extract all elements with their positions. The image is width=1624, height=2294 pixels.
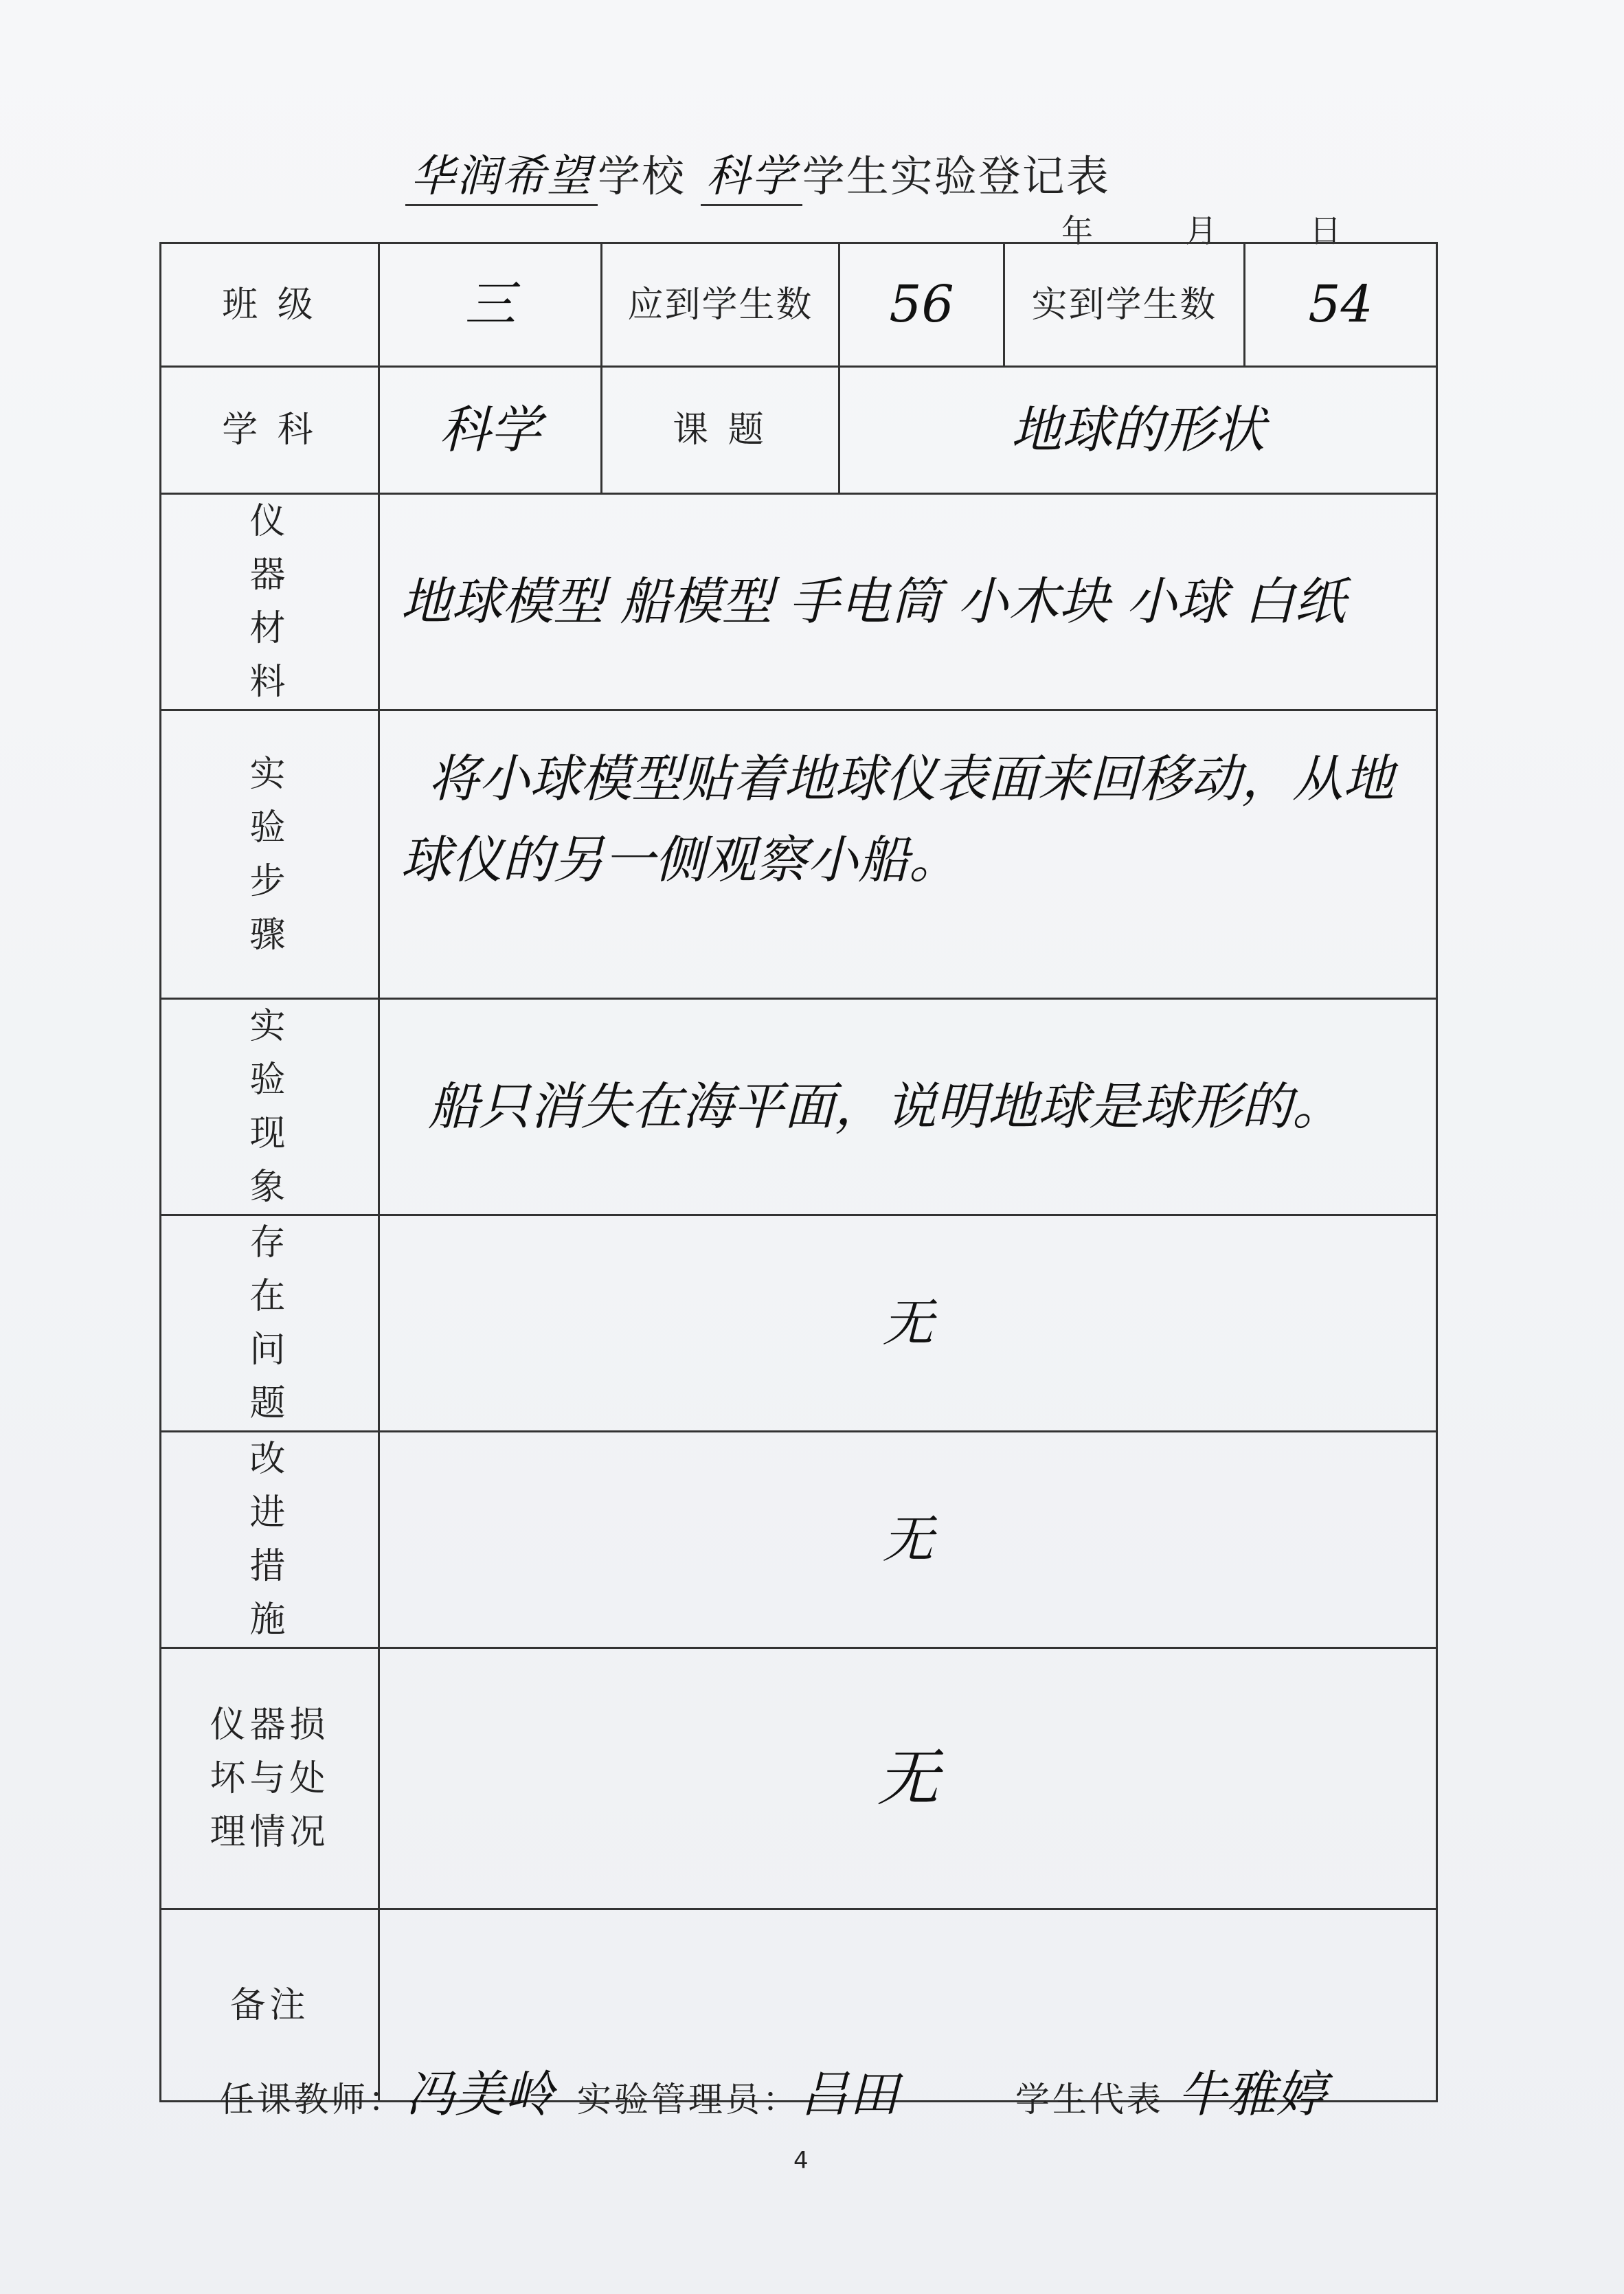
- problems-value: 无: [379, 1215, 1437, 1432]
- phenomenon-label: [161, 999, 379, 1215]
- steps-label-text: 实验步骤: [249, 753, 290, 956]
- remark-label: 备注: [161, 1909, 379, 2102]
- row-materials: [161, 494, 1437, 710]
- subject-handwritten: 科学: [701, 141, 802, 206]
- topic-label: 课 题: [602, 367, 839, 494]
- damage-value: 无: [379, 1648, 1437, 1909]
- row-steps: [161, 710, 1437, 999]
- expected-students-value: 56: [839, 243, 1004, 367]
- topic-value: 地球的形状: [839, 367, 1437, 494]
- subject-value: 科学: [379, 367, 602, 494]
- admin-signature: 吕田: [799, 2065, 899, 2123]
- actual-students-label: 实到学生数: [1004, 243, 1245, 367]
- phenomenon-label-text: 实验现象: [249, 1006, 290, 1208]
- row-phenomenon: [161, 999, 1437, 1215]
- date-month: 月: [1185, 212, 1217, 249]
- teacher-label: 任课教师：: [220, 2080, 405, 2119]
- school-suffix: 学校: [598, 151, 686, 201]
- actual-students-value: 54: [1245, 243, 1437, 367]
- student-signature: 牛雅婷: [1177, 2065, 1326, 2123]
- admin-label: 实验管理员：: [576, 2080, 800, 2119]
- expected-students-label: 应到学生数: [602, 243, 839, 367]
- page-number: 4: [793, 2147, 809, 2174]
- date-year: 年: [1061, 212, 1093, 249]
- improve-label: [161, 1432, 379, 1648]
- materials-value: 地球模型 船模型 手电筒 小木块 小球 白纸: [379, 494, 1437, 710]
- row-improve: [161, 1432, 1437, 1648]
- signature-line: [220, 2054, 1335, 2126]
- teacher-signature: 冯美岭: [405, 2065, 554, 2123]
- damage-label-text: 仪器损坏与处理情况: [210, 1704, 330, 1853]
- improve-label-text: 改进措施: [249, 1439, 290, 1641]
- class-label: 班 级: [161, 243, 379, 367]
- steps-label: [161, 710, 379, 999]
- row-damage: [161, 1648, 1437, 1909]
- improve-value: 无: [379, 1432, 1437, 1648]
- damage-label: [161, 1648, 379, 1909]
- form-title: [405, 141, 1110, 206]
- phenomenon-value: 船只消失在海平面，说明地球是球形的。: [379, 999, 1437, 1215]
- student-label: 学生代表: [1015, 2080, 1164, 2119]
- materials-label-text: 仪器材料: [249, 501, 290, 703]
- table-name: 学生实验登记表: [802, 151, 1110, 201]
- problems-label-text: 存在问题: [249, 1222, 290, 1424]
- class-value: 三: [379, 243, 602, 367]
- experiment-register-table: [159, 242, 1438, 2102]
- problems-label: [161, 1215, 379, 1432]
- subject-label: 学 科: [161, 367, 379, 494]
- date-day: 日: [1309, 212, 1342, 249]
- steps-value: 将小球模型贴着地球仪表面来回移动，从地球仪的另一侧观察小船。: [379, 710, 1437, 999]
- school-name-handwritten: 华润希望: [405, 141, 598, 206]
- materials-label: [161, 494, 379, 710]
- row-problems: [161, 1215, 1437, 1432]
- row-class: [161, 243, 1437, 367]
- row-subject: [161, 367, 1437, 494]
